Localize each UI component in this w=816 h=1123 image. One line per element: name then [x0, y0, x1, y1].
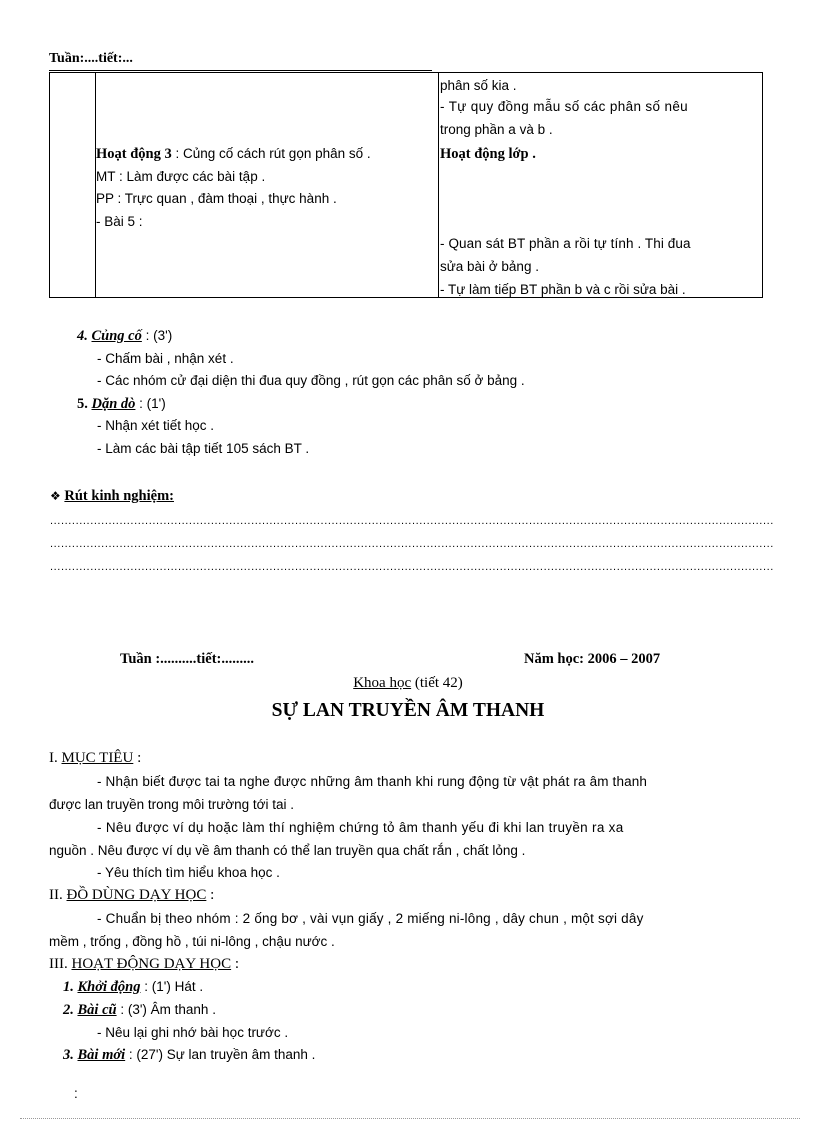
- experience-dotline-1: ......................................................................................................................................................................................................: [50, 515, 774, 527]
- materials-heading: [49, 887, 214, 904]
- warmup-label: Khởi động: [77, 979, 141, 995]
- activity-3-exercise-5: - Bài 5 :: [96, 214, 143, 229]
- objectives-num: I.: [49, 750, 62, 766]
- lesson-title: SỰ LAN TRUYỀN ÂM THANH: [271, 700, 545, 721]
- subject-period: (tiết 42): [411, 675, 463, 691]
- warmup-text: : (1') Hát .: [140, 979, 204, 994]
- new-lesson-text: : (27') Sự lan truyền âm thanh .: [125, 1047, 316, 1062]
- lesson-subject-line: [0, 675, 816, 692]
- table-right-line-5: - Quan sát BT phần a rồi tự tính . Thi đua: [440, 236, 691, 251]
- lesson-week-period: Tuần :..........tiết:.........: [120, 651, 254, 667]
- experience-heading: [50, 488, 174, 505]
- new-lesson-label: Bài mới: [77, 1047, 126, 1063]
- materials-line-2: mềm , trống , đồng hồ , túi ni-lông , chậu nước .: [49, 934, 335, 949]
- activity-3-text: : Củng cố cách rút gọn phân số .: [171, 146, 371, 161]
- consolidation-item-2: - Các nhóm cử đại diện thi đua quy đồng , rút gọn các phân số ở bảng .: [97, 373, 525, 388]
- instructions-label: Dặn dò: [91, 396, 136, 412]
- table-right-line-3: trong phần a và b .: [440, 122, 553, 137]
- page-bottom-border: [20, 1118, 800, 1119]
- table-right-line-6: sửa bài ở bảng .: [440, 259, 539, 274]
- objective-2-line-2: nguồn . Nêu được ví dụ về âm thanh có thể lan truyền qua chất rắn , chất lỏng .: [49, 843, 526, 858]
- review-item: - Nêu lại ghi nhớ bài học trước .: [97, 1025, 289, 1040]
- table-right-line-2: - Tự quy đồng mẫu số các phân số nêu: [440, 99, 689, 114]
- review-num: 2.: [63, 1002, 74, 1018]
- review-label: Bài cũ: [77, 1002, 117, 1018]
- activity-3-mt: MT : Làm được các bài tập .: [96, 169, 266, 184]
- consolidation-time: : (3'): [141, 328, 173, 343]
- week-period-header: Tuần:....tiết:...: [49, 51, 133, 66]
- experience-label: Rút kinh nghiệm:: [64, 488, 174, 504]
- activities-colon: :: [231, 956, 240, 972]
- objective-1-line-2: được lan truyền trong môi trường tới tai .: [49, 797, 294, 812]
- school-year: Năm học: 2006 – 2007: [524, 651, 661, 667]
- activity-3-pp: PP : Trực quan , đàm thoại , thực hành .: [96, 191, 337, 206]
- consolidation-num: 4.: [77, 328, 88, 344]
- activities-heading: [49, 956, 239, 973]
- instructions-time: : (1'): [135, 396, 166, 411]
- instructions-item-2: - Làm các bài tập tiết 105 sách BT .: [97, 441, 310, 456]
- header-underline: [49, 70, 432, 71]
- activities-num: III.: [49, 956, 72, 972]
- subject-name: Khoa học: [353, 675, 412, 691]
- instructions-num: 5.: [77, 396, 88, 412]
- objectives-title: MỤC TIÊU: [61, 750, 134, 766]
- materials-colon: :: [206, 887, 215, 903]
- table-col-divider-2: [438, 73, 439, 297]
- consolidation-item-1: - Chấm bài , nhận xét .: [97, 351, 234, 366]
- instructions-item-1: - Nhận xét tiết học .: [97, 418, 215, 433]
- consolidation-label: Củng cố: [91, 328, 142, 344]
- table-right-line-4: Hoạt động lớp .: [440, 146, 536, 162]
- objective-3: - Yêu thích tìm hiểu khoa học .: [97, 865, 280, 880]
- trailing-colon: :: [74, 1086, 78, 1101]
- activity-3-label: Hoạt động 3: [96, 146, 172, 162]
- activity-3-heading: [96, 146, 371, 163]
- objectives-heading: [49, 750, 141, 767]
- objective-2-line-1: - Nêu được ví dụ hoặc làm thí nghiệm chứng tỏ âm thanh yếu đi khi lan truyền ra xa: [97, 820, 624, 835]
- consolidation-heading: [77, 328, 172, 345]
- activity-new-lesson: [63, 1047, 315, 1064]
- instructions-heading: [77, 396, 166, 413]
- objectives-colon: :: [133, 750, 142, 766]
- activity-review: [63, 1002, 216, 1019]
- experience-dotline-2: ......................................................................................................................................................................................................: [50, 538, 774, 550]
- activities-title: HOẠT ĐỘNG DẠY HỌC: [71, 956, 232, 972]
- table-col-divider-1: [95, 73, 96, 297]
- experience-dotline-3: ......................................................................................................................................................................................................: [50, 561, 774, 573]
- new-lesson-num: 3.: [63, 1047, 74, 1063]
- activity-warmup: [63, 979, 203, 996]
- warmup-num: 1.: [63, 979, 74, 995]
- table-right-line-7: - Tự làm tiếp BT phần b và c rồi sửa bài .: [440, 282, 686, 297]
- diamond-bullet-icon: ❖: [50, 489, 61, 503]
- materials-line-1: - Chuẩn bị theo nhóm : 2 ống bơ , vài vụn giấy , 2 miếng ni-lông , dây chun , một sợi dây: [97, 911, 644, 926]
- review-text: : (3') Âm thanh .: [116, 1002, 216, 1017]
- materials-title: ĐỒ DÙNG DẠY HỌC: [66, 887, 207, 903]
- objective-1-line-1: - Nhận biết được tai ta nghe được những âm thanh khi rung động từ vật phát ra âm thanh: [97, 774, 648, 789]
- table-right-line-1: phân số kia .: [440, 78, 517, 93]
- materials-num: II.: [49, 887, 67, 903]
